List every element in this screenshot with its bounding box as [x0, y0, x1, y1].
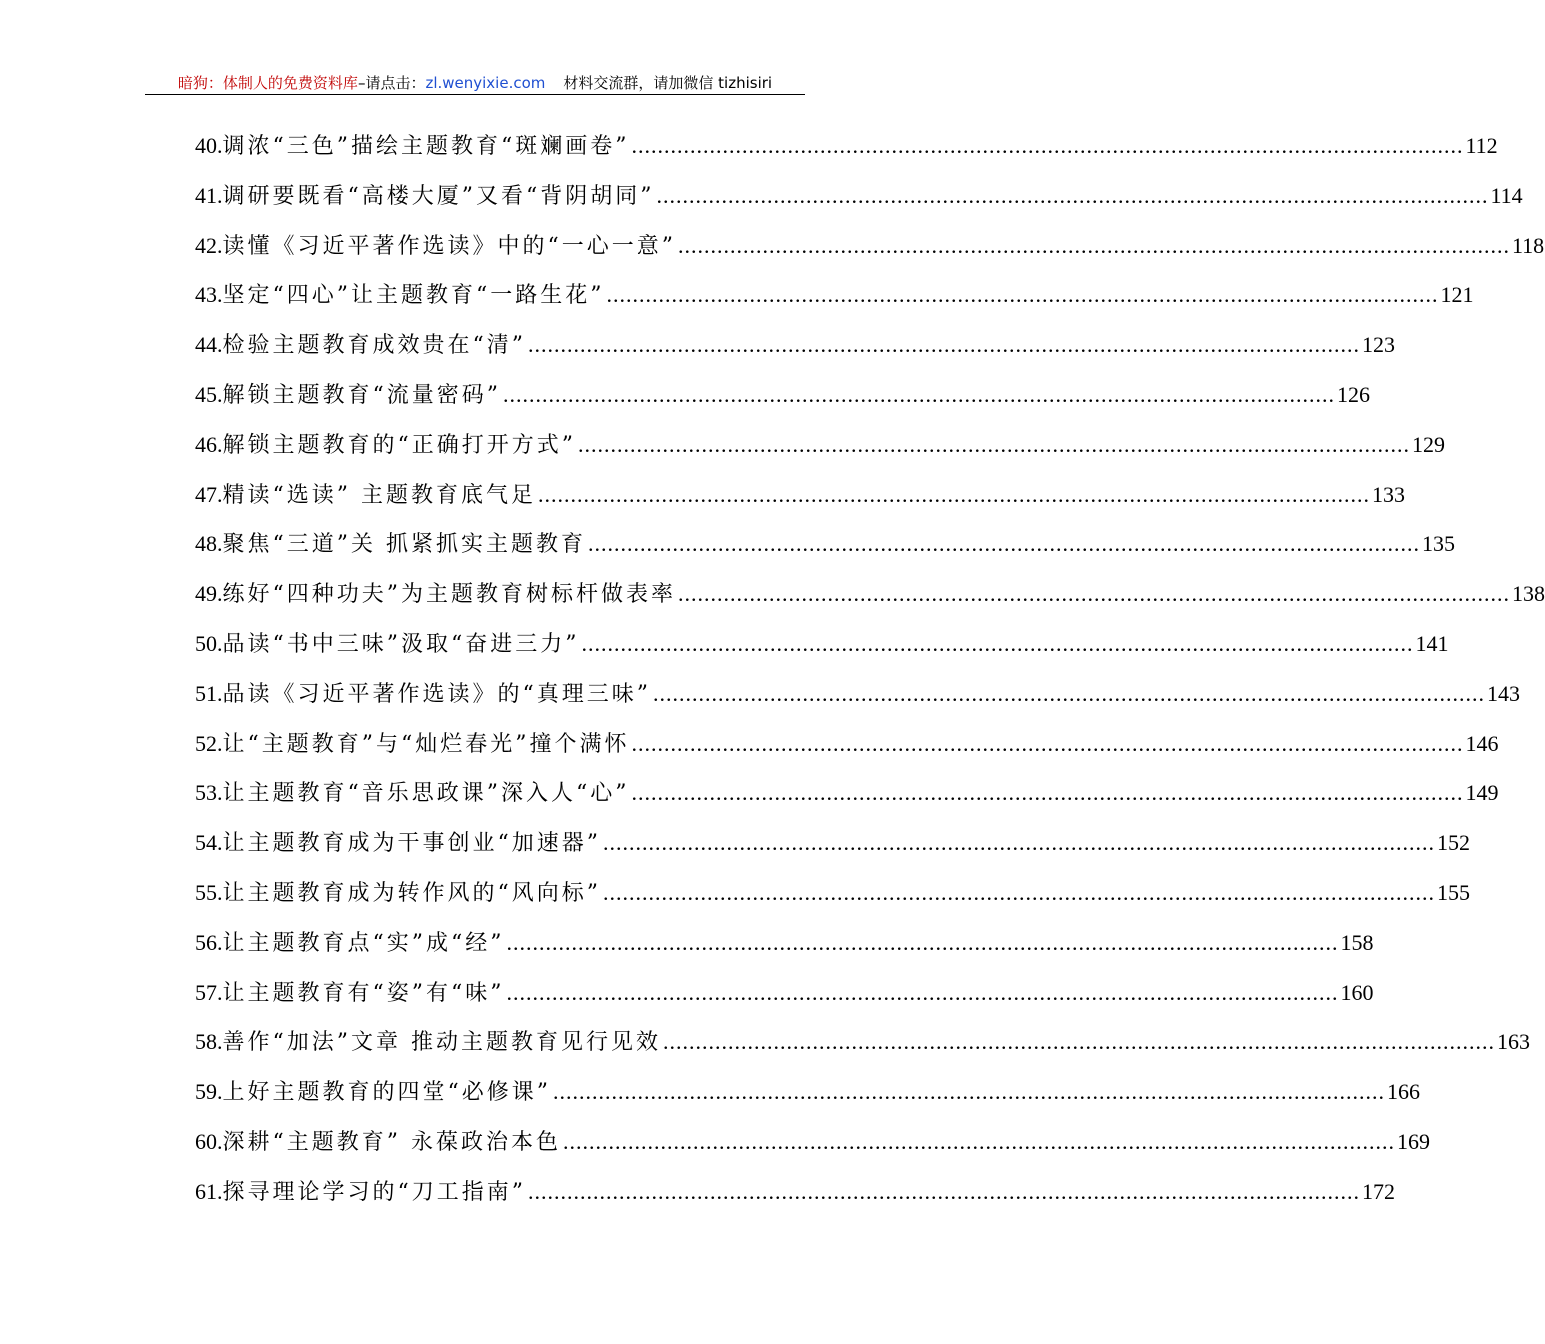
- toc-dot-leader: [538, 470, 1370, 520]
- toc-entry-title: 让“主题教育”与“灿烂春光”撞个满怀: [222, 731, 630, 757]
- toc-dot-leader: [632, 121, 1464, 171]
- toc-entry[interactable]: [195, 818, 1470, 868]
- toc-entry-page: 123: [1362, 332, 1395, 358]
- toc-entry-title: 让主题教育成为干事创业“加速器”: [222, 831, 601, 857]
- toc-entry-title: 善作“加法”文章 推动主题教育见行见效: [222, 1030, 661, 1056]
- toc-dot-leader: [528, 1167, 1360, 1217]
- toc-entry-page: 155: [1437, 879, 1470, 905]
- toc-entry-page: 163: [1497, 1029, 1530, 1055]
- toc-dot-leader: [563, 1117, 1395, 1167]
- header-brand: 暗狗：体制人的免费资料库: [177, 74, 358, 92]
- toc-entry-page: 121: [1440, 282, 1474, 308]
- toc-dot-leader: [578, 420, 1410, 470]
- toc-entry-page: 133: [1372, 481, 1405, 507]
- toc-entry[interactable]: [195, 420, 1445, 470]
- toc-entry-title: 聚焦“三道”关 抓紧抓实主题教育: [222, 532, 586, 558]
- toc-entry[interactable]: [195, 918, 1374, 968]
- toc-entry-title: 练好“四种功夫”为主题教育树标杆做表率: [222, 582, 676, 608]
- toc-entry[interactable]: [195, 968, 1374, 1018]
- toc-entry-number: 55.: [195, 879, 223, 905]
- toc-entry-title: 上好主题教育的四堂“必修课”: [222, 1080, 551, 1106]
- toc-entry-number: 57.: [195, 979, 223, 1005]
- table-of-contents: [195, 121, 1545, 1217]
- toc-entry-title: 让主题教育点“实”成“经”: [222, 930, 505, 956]
- toc-entry-title: 坚定“四心”让主题教育“一路生花”: [222, 283, 605, 309]
- toc-entry-number: 54.: [195, 830, 223, 856]
- toc-entry-number: 43.: [195, 282, 223, 308]
- toc-dot-leader: [553, 1067, 1385, 1117]
- toc-entry-number: 42.: [195, 232, 223, 258]
- toc-entry[interactable]: [195, 619, 1449, 669]
- toc-entry[interactable]: [195, 1117, 1430, 1167]
- toc-entry-number: 56.: [195, 929, 223, 955]
- toc-entry[interactable]: [195, 320, 1395, 370]
- toc-dot-leader: [678, 221, 1510, 271]
- toc-dot-leader: [503, 370, 1335, 420]
- toc-entry-number: 47.: [195, 481, 223, 507]
- toc-entry-page: 126: [1337, 381, 1370, 407]
- toc-entry-number: 48.: [195, 531, 223, 557]
- toc-entry-page: 135: [1422, 531, 1455, 557]
- toc-entry-page: 149: [1465, 780, 1499, 806]
- toc-entry[interactable]: [195, 719, 1499, 769]
- toc-entry-number: 41.: [195, 182, 223, 208]
- toc-entry[interactable]: [195, 221, 1545, 271]
- toc-entry-page: 118: [1512, 232, 1545, 258]
- toc-entry-title: 精读“选读” 主题教育底气足: [222, 482, 536, 508]
- toc-dot-leader: [603, 868, 1435, 918]
- toc-dot-leader: [657, 171, 1489, 221]
- toc-entry[interactable]: [195, 868, 1470, 918]
- toc-dot-leader: [507, 968, 1339, 1018]
- toc-entry-title: 让主题教育有“姿”有“味”: [222, 980, 505, 1006]
- toc-entry-page: 172: [1362, 1178, 1395, 1204]
- toc-entry[interactable]: [195, 1017, 1530, 1067]
- toc-entry-page: 143: [1487, 680, 1520, 706]
- toc-entry[interactable]: [195, 1167, 1395, 1217]
- toc-entry-number: 58.: [195, 1029, 223, 1055]
- toc-entry-title: 读懂《习近平著作选读》中的“一心一意”: [222, 233, 676, 259]
- toc-entry-page: 158: [1340, 929, 1374, 955]
- toc-entry-number: 51.: [195, 680, 223, 706]
- header-link[interactable]: zl.wenyixie.com: [425, 74, 546, 92]
- toc-entry-page: 146: [1465, 730, 1499, 756]
- toc-entry-number: 53.: [195, 780, 223, 806]
- toc-entry-title: 让主题教育成为转作风的“风向标”: [222, 880, 601, 906]
- toc-entry-number: 46.: [195, 431, 223, 457]
- toc-entry[interactable]: [195, 370, 1370, 420]
- toc-dot-leader: [588, 519, 1420, 569]
- toc-dot-leader: [607, 270, 1439, 320]
- toc-entry[interactable]: [195, 569, 1545, 619]
- toc-entry-page: 141: [1415, 630, 1449, 656]
- toc-entry-title: 调浓“三色”描绘主题教育“斑斓画卷”: [222, 134, 630, 159]
- toc-entry-title: 解锁主题教育“流量密码”: [222, 382, 501, 408]
- toc-entry[interactable]: [195, 171, 1523, 221]
- toc-entry-number: 49.: [195, 581, 223, 607]
- toc-entry[interactable]: [195, 519, 1455, 569]
- toc-entry-page: 169: [1397, 1128, 1430, 1154]
- toc-entry[interactable]: [195, 121, 1498, 171]
- toc-entry-title: 深耕“主题教育” 永葆政治本色: [222, 1129, 561, 1155]
- toc-entry-title: 解锁主题教育的“正确打开方式”: [222, 432, 576, 458]
- toc-entry-number: 50.: [195, 630, 223, 656]
- toc-entry-page: 166: [1387, 1079, 1420, 1105]
- toc-dot-leader: [678, 569, 1510, 619]
- toc-entry-number: 61.: [195, 1178, 223, 1204]
- toc-entry-number: 52.: [195, 730, 223, 756]
- toc-entry-number: 40.: [195, 133, 223, 158]
- toc-entry[interactable]: [195, 270, 1474, 320]
- toc-dot-leader: [582, 619, 1414, 669]
- toc-entry-page: 152: [1437, 830, 1470, 856]
- header-contact: 材料交流群，请加微信 tizhisiri: [563, 74, 773, 92]
- toc-entry-page: 112: [1465, 133, 1498, 158]
- toc-entry-title: 让主题教育“音乐思政课”深入人“心”: [222, 781, 630, 807]
- header-prompt: –请点击：: [357, 74, 426, 92]
- toc-entry-number: 44.: [195, 332, 223, 358]
- toc-entry-page: 160: [1340, 979, 1374, 1005]
- page-header: [145, 68, 805, 95]
- toc-entry-title: 品读“书中三味”汲取“奋进三力”: [222, 631, 580, 657]
- toc-entry-title: 品读《习近平著作选读》的“真理三味”: [222, 681, 651, 707]
- toc-entry[interactable]: [195, 669, 1520, 719]
- toc-entry-number: 59.: [195, 1079, 223, 1105]
- toc-dot-leader: [507, 918, 1339, 968]
- toc-entry-title: 探寻理论学习的“刀工指南”: [222, 1179, 526, 1205]
- toc-entry-page: 129: [1412, 431, 1445, 457]
- toc-dot-leader: [653, 669, 1485, 719]
- toc-dot-leader: [663, 1017, 1495, 1067]
- toc-entry-page: 114: [1490, 182, 1523, 208]
- toc-entry-title: 检验主题教育成效贵在“清”: [222, 333, 526, 359]
- toc-entry-page: 138: [1512, 581, 1545, 607]
- toc-dot-leader: [632, 768, 1464, 818]
- toc-entry[interactable]: [195, 1067, 1420, 1117]
- toc-entry-number: 60.: [195, 1128, 223, 1154]
- toc-entry-number: 45.: [195, 381, 223, 407]
- toc-entry[interactable]: [195, 470, 1405, 520]
- toc-entry[interactable]: [195, 768, 1499, 818]
- toc-dot-leader: [603, 818, 1435, 868]
- toc-dot-leader: [632, 719, 1464, 769]
- toc-dot-leader: [528, 320, 1360, 370]
- toc-entry-title: 调研要既看“高楼大厦”又看“背阴胡同”: [222, 183, 655, 209]
